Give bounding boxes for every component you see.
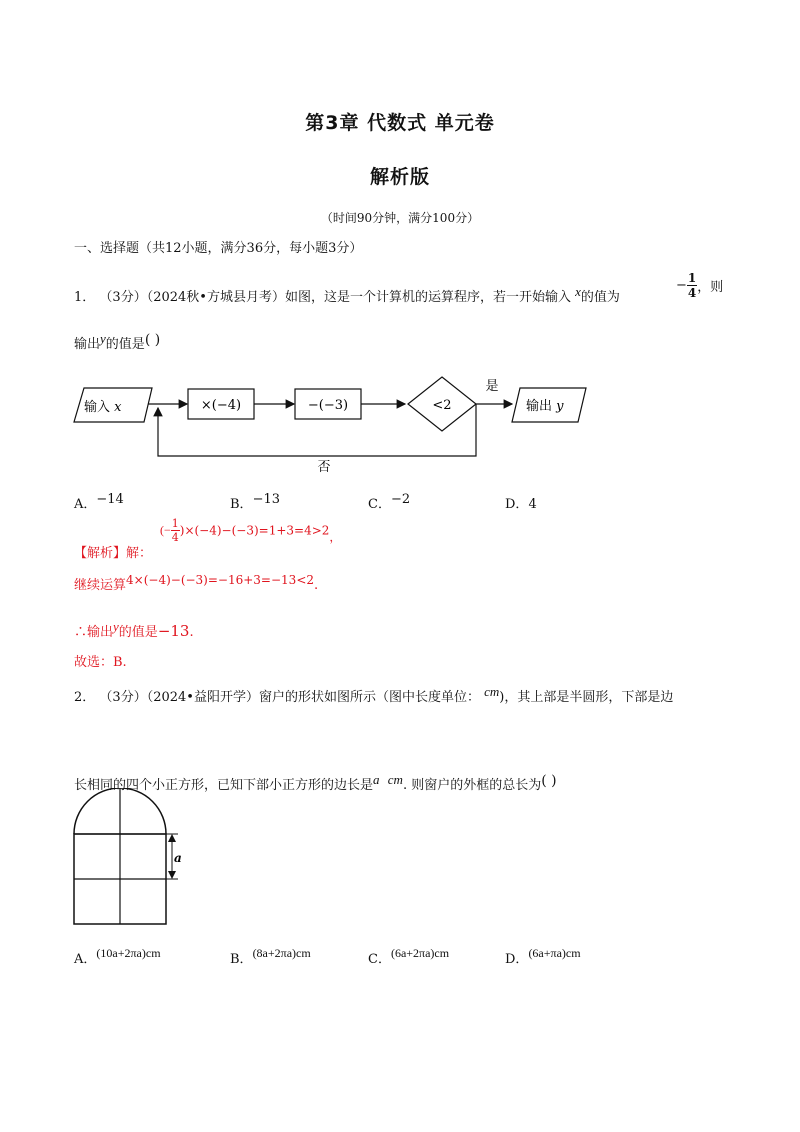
solution-line-2: 继续运算4×(−4)−(−3)=−16+3=−13<2. <box>74 573 319 593</box>
solution-tag: 【解析】解： <box>74 546 153 561</box>
option-c[interactable] <box>368 493 410 512</box>
question-stem: 如图，这是一个计算机的运算程序，若一开始输入 <box>284 290 571 305</box>
question-stem-3: 长相同的四个小正方形，已知下部小正方形的边长是 <box>74 778 374 793</box>
option-value: (6a+2πa)cm <box>390 946 450 960</box>
fraction-denominator: 4 <box>687 286 697 300</box>
option-value: −14 <box>96 492 124 507</box>
option-value: 4 <box>528 497 537 512</box>
question-stem: 窗户的形状如图所示（图中长度单位： <box>258 690 480 705</box>
time-info: （时间90分钟，满分100分） <box>320 211 480 225</box>
question-source: （2024•益阳开学） <box>146 690 259 705</box>
window-figure <box>66 788 196 928</box>
fraction-sign: − <box>676 278 687 293</box>
flow-step-subtract-label: −(−3) <box>307 398 349 413</box>
flow-input-label: 输入 x <box>84 400 122 415</box>
option-label: A． <box>74 952 97 967</box>
option-a[interactable] <box>74 948 161 967</box>
flow-condition-label: <2 <box>432 398 452 413</box>
option-value: −2 <box>390 492 411 507</box>
option-value: (8a+2πa)cm <box>252 946 311 960</box>
option-label: D． <box>505 952 529 967</box>
option-b[interactable] <box>230 493 280 512</box>
option-label: D． <box>505 497 529 512</box>
option-value: (10a+2πa)cm <box>96 946 161 960</box>
solution-equation-1: (− $\frac{1}{4}$ )×(−4)−(−3)=1+3=4>2， <box>160 517 342 544</box>
page-subtitle: 解析版 <box>369 166 430 188</box>
option-label: C． <box>368 497 391 512</box>
fraction-1-4 <box>687 272 697 299</box>
question-1-line2 <box>74 333 160 352</box>
variable-y: y <box>100 331 106 346</box>
question-stem-4: 的值是 <box>105 337 145 352</box>
question-1-text <box>74 286 620 305</box>
option-a[interactable] <box>74 493 124 512</box>
question-score: （3分） <box>99 290 147 305</box>
option-b[interactable] <box>230 948 311 967</box>
question-stem-2: )，其上部是半圆形，下部是边 <box>499 690 674 705</box>
option-label: B． <box>230 952 253 967</box>
answer-blank: ( ) <box>541 773 557 789</box>
option-d[interactable] <box>505 948 581 967</box>
variable-x: x <box>575 284 581 299</box>
question-score: （3分） <box>99 690 147 705</box>
option-label: A． <box>74 497 97 512</box>
solution-equation-2: 4×(−4)−(−3)=−16+3=−13<2 <box>126 573 315 587</box>
question-2-text <box>74 686 673 705</box>
flow-no-label: 否 <box>317 460 331 475</box>
figure-side-label: a <box>174 851 182 865</box>
option-label: B． <box>230 497 253 512</box>
question-number: 2． <box>74 690 96 705</box>
flow-yes-label: 是 <box>485 379 499 394</box>
variable-a: a <box>373 772 380 787</box>
answer-blank: ( ) <box>144 332 161 348</box>
flow-output-label: 输出 y <box>526 399 564 414</box>
question-stem-4: . 则窗户的外框的总长为 <box>402 778 542 793</box>
solution-answer: 故选：B. <box>74 655 127 670</box>
unit-cm-2: cm <box>387 772 403 787</box>
question-number: 1． <box>74 290 96 305</box>
section-heading: 一、选择题（共12小题，满分36分，每小题3分） <box>74 241 363 256</box>
option-value: (6a+πa)cm <box>528 946 581 960</box>
unit-cm: cm <box>484 684 500 699</box>
output-label: 输出 <box>74 337 101 352</box>
fraction-numerator: 1 <box>687 271 697 285</box>
option-value: −13 <box>252 492 280 507</box>
question-stem-3: ，则 <box>697 280 724 295</box>
flowchart-diagram <box>60 370 600 480</box>
solution-fraction: $\frac{1}{4}$ <box>171 517 179 544</box>
solution-line-3: ∴输出y的值是−13. <box>74 619 194 640</box>
question-source: （2024秋•方城县月考） <box>146 290 285 305</box>
option-d[interactable] <box>505 493 537 512</box>
question-stem-2: 的值为 <box>580 290 620 305</box>
option-c[interactable] <box>368 948 449 967</box>
input-value-fraction <box>676 272 723 299</box>
page-title: 第3章 代数式 单元卷 <box>305 112 495 134</box>
option-label: C． <box>368 952 391 967</box>
flow-step-multiply-label: ×(−4) <box>200 398 242 413</box>
